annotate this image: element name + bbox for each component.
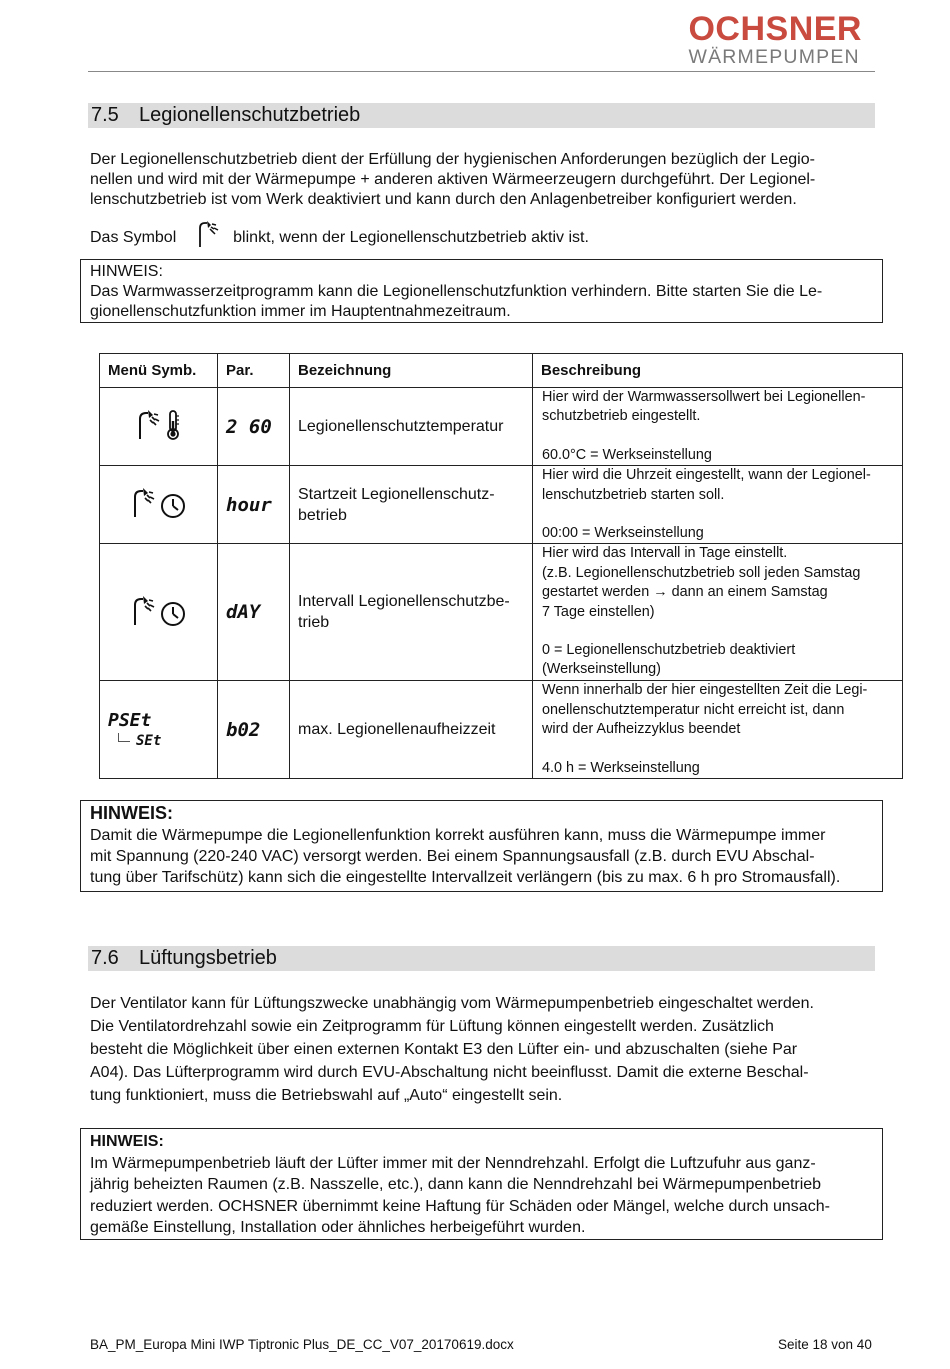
column-header: Par. [218,354,290,388]
default-value: 4.0 h = Werkseinstellung [542,759,700,776]
table-row [100,544,903,681]
table-row [100,466,903,544]
description-line: wird der Aufheizzyklus beendet [542,721,741,738]
description-line: gestartet werden → dann an einem Samstag [542,584,828,601]
description-line: Wenn innerhalb der hier eingestellten Zeit die Legi- [542,682,868,699]
default-value: 0 = Legionellenschutzbetrieb deaktiviert [542,642,796,659]
parameter-code: 2 60 [218,388,290,466]
description-line: Hier wird der Warmwassersollwert bei Legionellen- [542,389,866,405]
thermometer-icon [165,428,181,444]
description-line: (z.B. Legionellenschutzbetrieb soll jeden Samstag [542,564,861,581]
vent-line: besteht die Möglichkeit über einen externen Kontakt E3 den Lüfter ein- und abzuschalten (siehe Par [90,1041,798,1058]
logo-brand: OCHSNER [688,10,862,48]
table-header-row [100,354,903,388]
intro-paragraph [90,150,870,210]
shower-icon [131,614,161,630]
parameter-table [99,353,903,779]
note-box [80,1128,883,1240]
parameter-code: hour [218,466,290,544]
symbol-sentence [90,220,870,254]
note-title: HINWEIS: [90,263,163,280]
note-box [80,259,883,323]
description-line: schutzbetrieb eingestellt. [542,408,701,425]
parameter-description [533,388,903,466]
note-line: Damit die Wärmepumpe die Legionellenfunktion korrekt ausführen kann, muss die Wärmepumpe immer [90,827,826,844]
intro-line: Der Legionellenschutzbetrieb dient der Erfüllung der hygienischen Anforderungen bezüglich der Legio- [90,151,815,168]
note-line: reduziert werden. OCHSNER übernimmt keine Haftung für Schäden oder Mängel, welche durch unsach- [90,1197,830,1215]
footer-page-number: Seite 18 von 40 [778,1337,872,1352]
column-header: Beschreibung [533,354,903,388]
parameter-name: Legionellenschutztemperatur [290,388,533,466]
shower-icon [131,506,161,522]
menu-path-sub [108,732,217,750]
menu-path-main: PSEt [108,709,152,731]
parameter-name: Intervall Legionellenschutzbe-trieb [290,544,533,681]
menu-symbol-cell [100,466,218,544]
menu-symbol-cell [100,681,218,779]
parameter-name: max. Legionellenaufheizzeit [290,681,533,779]
symbol-suffix: blinkt, wenn der Legionellenschutzbetrieb aktiv ist. [233,229,589,246]
column-header: Bezeichnung [290,354,533,388]
section-title: Legionellenschutzbetrieb [139,104,361,126]
note-title: HINWEIS: [90,1133,164,1150]
vent-line: tung funktioniert, muss die Betriebswahl auf „Auto“ eingestellt sein. [90,1087,563,1104]
default-value: 00:00 = Werkseinstellung [542,525,704,542]
note-line: Im Wärmepumpenbetrieb läuft der Lüfter immer mit der Nenndrehzahl. Erfolgt die Luftzufuhr aus ganz- [90,1154,816,1172]
parameter-description [533,544,903,681]
section-title: Lüftungsbetrieb [139,947,277,969]
vent-line: Die Ventilatordrehzahl sowie ein Zeitprogramm für Lüftung können eingestellt werden. Zusätzlich [90,1018,774,1035]
note-title: HINWEIS: [90,803,173,823]
menu-path-sub-label: SEt [136,732,162,749]
header-divider [88,71,875,72]
note-box [80,800,883,892]
description-line: Hier wird die Uhrzeit eingestellt, wann der Legionel- [542,467,871,484]
menu-symbol-cell [100,388,218,466]
description-line: 7 Tage einstellen) [542,603,655,620]
description-line: lenschutzbetrieb starten soll. [542,486,725,503]
intro-line: nellen und wird mit der Wärmepumpe + anderen aktiven Wärmeerzeugern durchgeführt. Der Legionel- [90,171,816,188]
footer-filename: BA_PM_Europa Mini IWP Tiptronic Plus_DE_CC_V07_20170619.docx [90,1337,514,1352]
ventilation-paragraph [90,992,870,1107]
company-logo [688,12,862,67]
note-line: mit Spannung (220-240 VAC) versorgt werden. Bei einem Spannungsausfall (z.B. durch EVU Abschal- [90,848,815,865]
note-line: Das Warmwasserzeitprogramm kann die Legionellenschutzfunktion verhindern. Bitte starten Sie die Le- [90,283,823,300]
column-header: Menü Symb. [100,354,218,388]
parameter-description [533,466,903,544]
parameter-name: Startzeit Legionellenschutz-betrieb [290,466,533,544]
vent-line: A04). Das Lüfterprogramm wird durch EVU-Abschaltung nicht beeinflusst. Damit die externe Beschal- [90,1064,809,1081]
parameter-code: b02 [218,681,290,779]
menu-symbol-cell [100,544,218,681]
description-line: Hier wird das Intervall in Tage einstellt. [542,545,788,562]
section-heading-7-5 [88,103,875,128]
vent-line: Der Ventilator kann für Lüftungszwecke unabhängig vom Wärmepumpenbetrieb eingeschaltet werden. [90,995,814,1012]
table-row [100,388,903,466]
parameter-description [533,681,903,779]
clock-icon [160,506,186,522]
parameter-code: dAY [218,544,290,681]
note-line: gionellenschutzfunktion immer im Hauptentnahmezeitraum. [90,303,511,320]
intro-line: lenschutzbetrieb ist vom Werk deaktiviert und kann durch den Anlagenbetreiber konfiguriert werden. [90,191,797,208]
section-number: 7.6 [91,947,119,969]
symbol-prefix: Das Symbol [90,229,177,246]
description-line: onellenschutztemperatur nicht erreicht ist, dann [542,701,845,718]
logo-subtitle: WÄRMEPUMPEN [688,46,860,68]
shower-icon [197,220,221,254]
note-line: tung über Tarifschütz) kann sich die eingestellte Intervallzeit verlängern (bis zu max. 6 h pro Stromausfall). [90,869,841,886]
default-value: (Werkseinstellung) [542,661,661,678]
clock-icon [160,614,186,630]
shower-icon [136,428,166,444]
section-number: 7.5 [91,104,119,126]
default-value: 60.0°C = Werkseinstellung [542,446,712,463]
note-line: jährig beheizten Raumen (z.B. Nasszelle, etc.), dann kann die Nenndrehzahl bei Wärmepumpenbetrieb [90,1176,822,1193]
section-heading-7-6 [88,946,875,971]
table-row [100,681,903,779]
note-line: gemäße Einstellung, Installation oder ähnliches herbeigeführt wurden. [90,1219,586,1236]
tree-branch [118,733,130,742]
